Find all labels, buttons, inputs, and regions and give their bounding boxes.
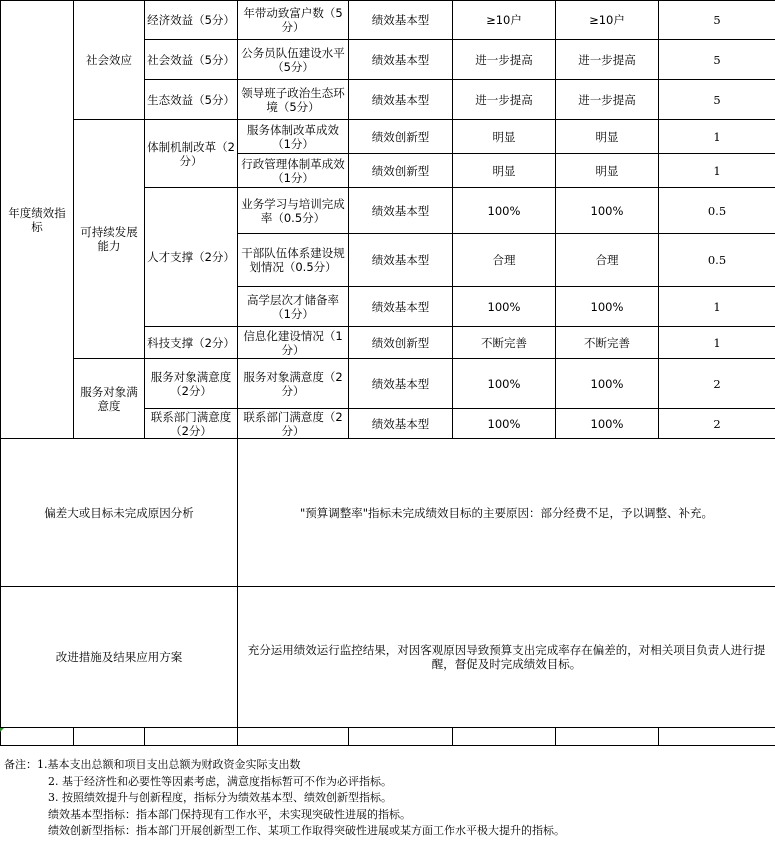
blank-cell [238,728,349,746]
actual-cell: 100% [556,188,659,234]
target-cell: 合理 [453,234,556,287]
blank-cell [145,728,238,746]
score-cell: 1 [659,154,775,188]
indicator-cell: 服务体制改革成效（1分） [238,120,349,154]
blank-cell [1,728,74,746]
actual-cell: 进一步提高 [556,80,659,120]
actual-cell: 100% [556,359,659,409]
type-cell: 绩效创新型 [349,327,453,359]
note-line: 绩效基本型指标：指本部门保持现有工作水平，未实现突破性进展的指标。 [48,807,411,821]
sub-indicator-cell: 体制机制改革（2分） [145,120,238,188]
type-cell: 绩效基本型 [349,359,453,409]
sub-indicator-cell: 社会效益（5分） [145,40,238,80]
type-cell: 绩效基本型 [349,1,453,40]
score-cell: 1 [659,327,775,359]
score-cell: 0.5 [659,234,775,287]
type-cell: 绩效创新型 [349,154,453,188]
actual-cell: 100% [556,409,659,439]
sub-indicator-cell: 科技支撑（2分） [145,327,238,359]
sub-indicator-cell: 联系部门满意度（2分） [145,409,238,439]
target-cell: 不断完善 [453,327,556,359]
type-cell: 绩效基本型 [349,80,453,120]
indicator-cell: 干部队伍体系建设规划情况（0.5分） [238,234,349,287]
indicator-cell: 联系部门满意度（2分） [238,409,349,439]
indicator-cell: 业务学习与培训完成率（0.5分） [238,188,349,234]
indicator-cell: 公务员队伍建设水平（5分） [238,40,349,80]
blank-cell [453,728,556,746]
improve-label-cell: 改进措施及结果应用方案 [1,587,238,728]
blank-cell [659,728,775,746]
type-cell: 绩效基本型 [349,409,453,439]
actual-cell: 合理 [556,234,659,287]
notes-block [4,757,772,840]
blank-cell [349,728,453,746]
indicator-cell: 高学层次才储备率（1分） [238,287,349,327]
indicator-cell: 行政管理体制革成效（1分） [238,154,349,188]
target-cell: 进一步提高 [453,80,556,120]
type-cell: 绩效基本型 [349,287,453,327]
type-cell: 绩效基本型 [349,40,453,80]
note-line: 绩效创新型指标：指本部门开展创新型工作、某项工作取得突破性进展或某方面工作水平极大提升的指标。 [48,824,565,837]
score-cell: 2 [659,359,775,409]
score-cell: 5 [659,40,775,80]
type-cell: 绩效创新型 [349,120,453,154]
indicator-cell: 服务对象满意度（2分） [238,359,349,409]
blank-cell [74,728,145,746]
type-cell: 绩效基本型 [349,234,453,287]
level1-indicator-cell: 年度绩效指标 [1,1,74,439]
target-cell: 100% [453,188,556,234]
target-cell: 明显 [453,154,556,188]
target-cell: 进一步提高 [453,40,556,80]
actual-cell: 100% [556,287,659,327]
actual-cell: ≥10户 [556,1,659,40]
blank-cell [556,728,659,746]
actual-cell: 明显 [556,120,659,154]
sub-indicator-cell: 经济效益（5分） [145,1,238,40]
cell-marker-icon [0,728,4,732]
score-cell: 5 [659,1,775,40]
indicator-cell: 领导班子政治生态环境（5分） [238,80,349,120]
deviation-text-cell: "预算调整率"指标未完成绩效目标的主要原因：部分经费不足，予以调整、补充。 [238,439,775,587]
target-cell: 100% [453,409,556,439]
actual-cell: 不断完善 [556,327,659,359]
group-service-cell: 服务对象满意度 [74,359,145,439]
target-cell: 100% [453,359,556,409]
improve-text-cell: 充分运用绩效运行监控结果，对因客观原因导致预算支出完成率存在偏差的，对相关项目负责人进行提醒，督促及时完成绩效目标。 [238,587,775,728]
deviation-label-cell: 偏差大或目标未完成原因分析 [1,439,238,587]
sub-indicator-cell: 生态效益（5分） [145,80,238,120]
score-cell: 1 [659,287,775,327]
actual-cell: 进一步提高 [556,40,659,80]
target-cell: 100% [453,287,556,327]
type-cell: 绩效基本型 [349,188,453,234]
indicator-cell: 信息化建设情况（1分） [238,327,349,359]
note-line: 备注：1.基本支出总额和项目支出总额为财政资金实际支出数 [4,758,301,771]
score-cell: 0.5 [659,188,775,234]
score-cell: 1 [659,120,775,154]
group-social-cell: 社会效应 [74,1,145,120]
score-cell: 5 [659,80,775,120]
target-cell: 明显 [453,120,556,154]
note-line: 3. 按照绩效提升与创新程度，指标分为绩效基本型、绩效创新型指标。 [48,791,392,804]
actual-cell: 明显 [556,154,659,188]
sub-indicator-cell: 服务对象满意度（2分） [145,359,238,409]
group-sustain-cell: 可持续发展能力 [74,120,145,359]
score-cell: 2 [659,409,775,439]
sub-indicator-cell: 人才支撑（2分） [145,188,238,327]
indicator-cell: 年带动致富户数（5分） [238,1,349,40]
note-line: 2. 基于经济性和必要性等因素考虑，满意度指标暂可不作为必评指标。 [48,774,392,788]
target-cell: ≥10户 [453,1,556,40]
